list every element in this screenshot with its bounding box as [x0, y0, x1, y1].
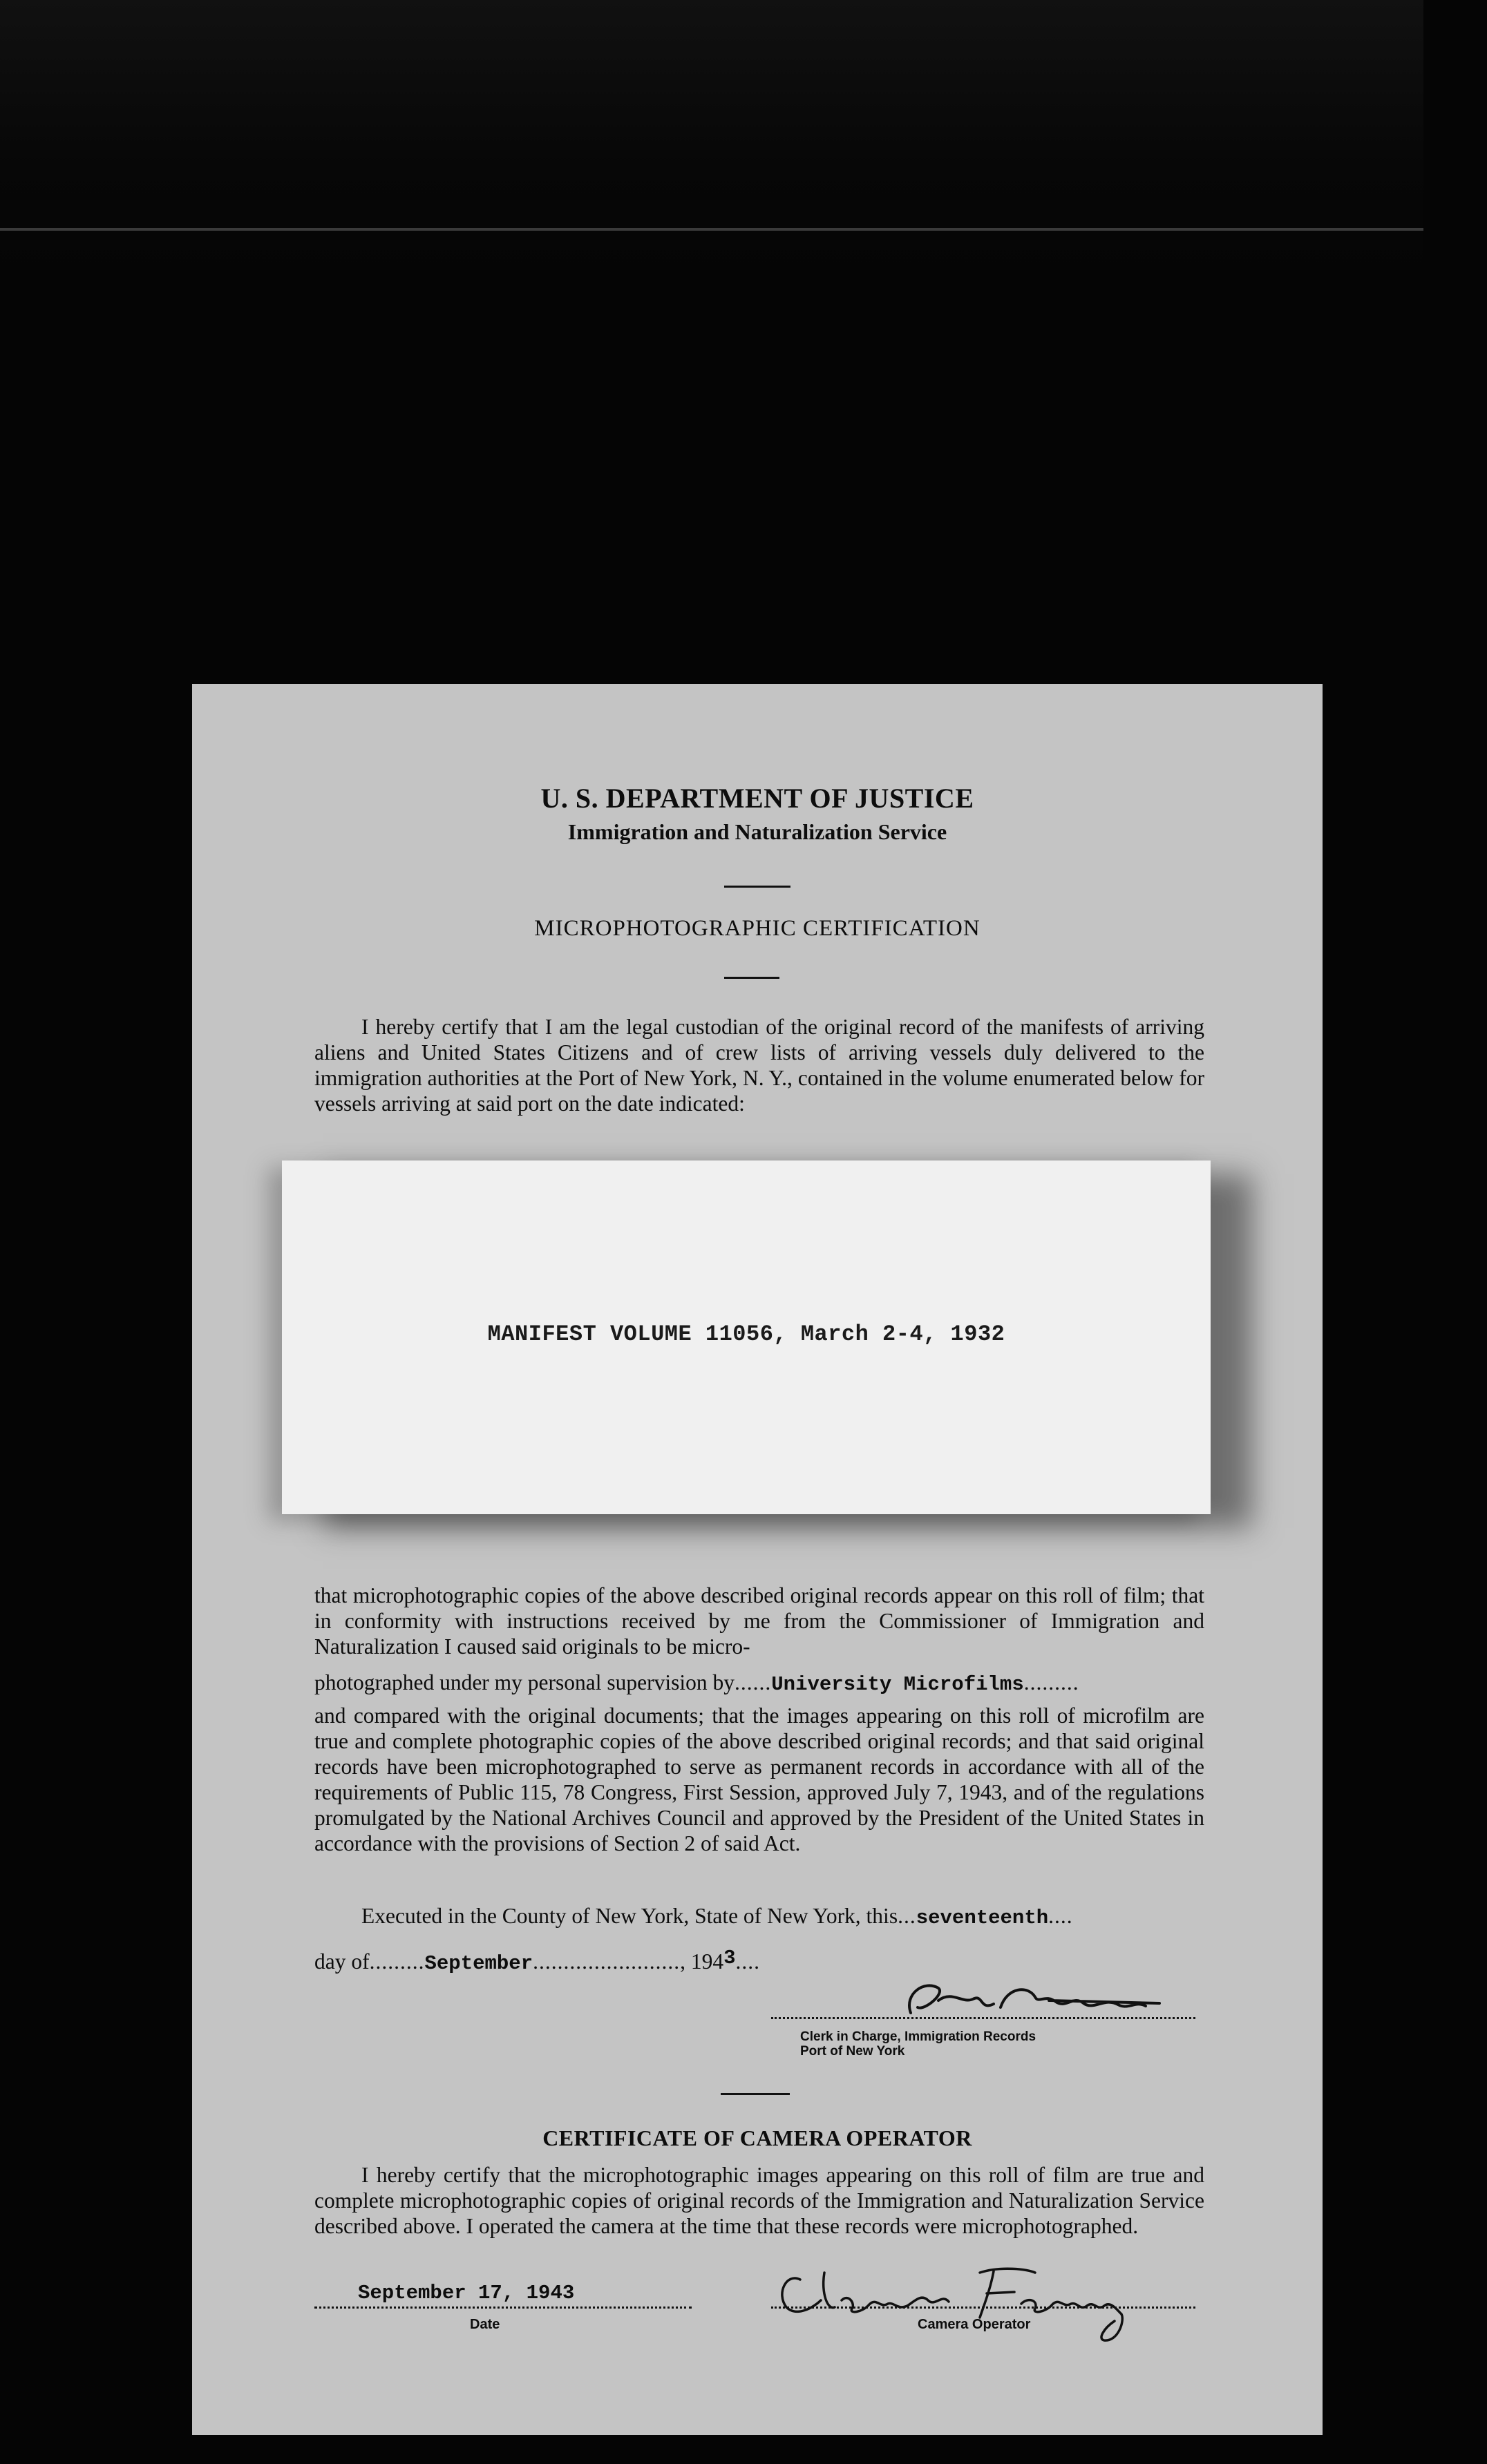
operator-signature [773, 2252, 1159, 2349]
supervision-prefix: photographed under my personal supervision by [314, 1670, 735, 1694]
body-paragraph-b: and compared with the original documents; that the images appearing on this roll of microfilm are true and complete photographic copies of the above described original records; and that said original records have been microphotographed to serve as permanent records in accordance with all of the requirements of Public 115, 78 Congress, First Session, approved July 7, 1943, and of the regulations promulgated by the National Archives Council and approved by the President of the United States in accordance with the provisions of Section 2 of said Act. [314, 1703, 1204, 1855]
camera-section-divider [721, 2093, 790, 2095]
volume-slip-text: MANIFEST VOLUME 11056, March 2-4, 1932 [487, 1321, 1005, 1347]
volume-slip [282, 1161, 1211, 1514]
date-caption: Date [470, 2317, 500, 2332]
intro-paragraph: I hereby certify that I am the legal custodian of the original record of the manifests of arriving aliens and United States Citizens and of crew lists of arriving vessels duly delivered to the immigration authorities at the Port of New York, N. Y., contained in the volume enumerated below for vessels arriving at said port on the date indicated: [314, 1015, 1204, 1116]
executed-year-prefix: , 194 [680, 1949, 724, 1974]
camera-date-value: September 17, 1943 [358, 2282, 575, 2304]
service-subheading: Immigration and Naturalization Service [567, 819, 947, 844]
executed-prefix: Executed in the County of New York, State of New York, this [361, 1904, 898, 1928]
executed-line: Executed in the County of New York, State of New York, this...seventeenth.... [361, 1904, 1073, 1929]
header-divider [724, 886, 790, 888]
title-divider [724, 977, 779, 979]
film-background-top [0, 0, 1423, 276]
camera-operator-heading: CERTIFICATE OF CAMERA OPERATOR [542, 2126, 972, 2150]
supervision-line: photographed under my personal supervision by......University Microfilms......... [314, 1670, 1079, 1696]
operator-caption: Camera Operator [918, 2317, 1031, 2332]
certification-title: MICROPHOTOGRAPHIC CERTIFICATION [534, 916, 981, 941]
clerk-signature [897, 1973, 1187, 2028]
executed-month-value: September [424, 1952, 533, 1975]
clerk-title-line1: Clerk in Charge, Immigration Records [800, 2030, 1036, 2044]
department-heading: U. S. DEPARTMENT OF JUSTICE [540, 783, 974, 814]
camera-operator-paragraph: I hereby certify that the microphotographic images appearing on this roll of film are true and complete microphotographic copies of original records of the Immigration and Naturalization Service described above. I operated the camera at the time that these records were microphotographed. [314, 2163, 1204, 2238]
date-line [314, 2307, 692, 2309]
day-of-line: day of.........September........................, 1943.... [314, 1947, 761, 1975]
clerk-title-line2: Port of New York [800, 2044, 905, 2059]
film-edge-line [0, 228, 1423, 231]
body-paragraph-a: that microphotographic copies of the above described original records appear on this roll of film; that in conformity with instructions received by me from the Commissioner of Immigration and Naturalization I caused said originals to be micro- [314, 1583, 1204, 1659]
executed-year-digit: 3 [723, 1947, 736, 1969]
supervision-value: University Microfilms [771, 1673, 1024, 1696]
executed-day-value: seventeenth [916, 1907, 1049, 1929]
certificate-page [192, 684, 1323, 2435]
day-of-label: day of [314, 1949, 370, 1974]
